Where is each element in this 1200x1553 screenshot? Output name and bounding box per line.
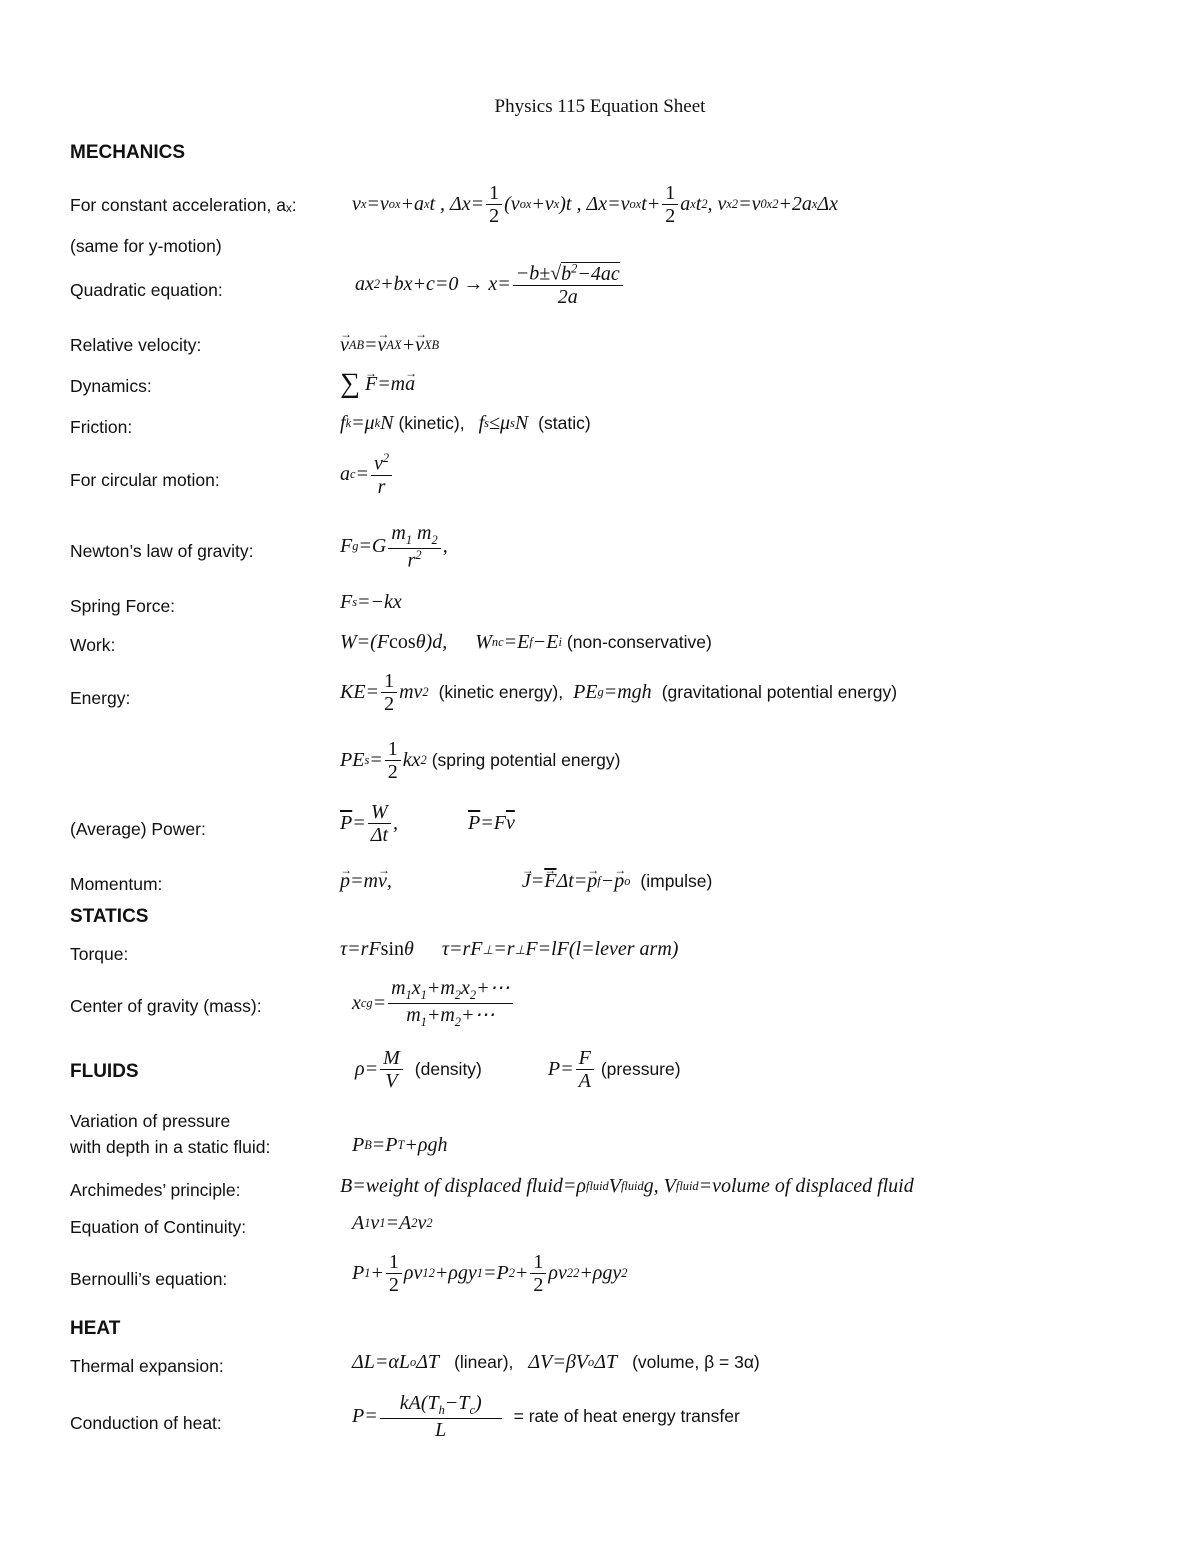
equation-bernoulli: P 1 + $\frac{1}{2}$ ρv 1 2 +ρgy 1 =P 2 + $\frac{1}{2}$ ρv 2 2 +ρgy 2 — [352, 1251, 628, 1296]
label-dynamics: Dynamics: — [70, 376, 152, 396]
note-gravitational-pe: (gravitational potential energy) — [661, 682, 898, 702]
label-spring: Spring Force: — [70, 596, 176, 616]
note-nonconservative: (non-conservative) — [566, 632, 712, 652]
note-heat-rate: = rate of heat energy transfer — [513, 1405, 740, 1426]
label-work: Work: — [70, 635, 116, 655]
section-heat: HEAT — [70, 1318, 121, 1339]
equation-kinematics: v x =v ox +a x t , Δx= $\frac{1}{2}$ (v ox +v x )t , Δx=v ox t+ $\frac{1}{2}$ a x t 2 , v x 2 =v 0x 2 +2a x Δx — [352, 182, 839, 227]
equation-center-of-gravity: x cg = $\frac{m_1x_1+m_2x_2+\cdots}{m_1+m_2+\cdots}$ — [352, 977, 515, 1029]
equation-archimedes: B=weight of displaced fluid=ρ fluid V fluid g, V fluid =volume of displaced fluid — [340, 1175, 914, 1197]
equation-torque: τ=rF sin θ τ=rF ⊥ =r ⊥ F=lF(l=lever arm) — [340, 938, 679, 960]
label-same-y: (same for y-motion) — [70, 236, 222, 256]
label-power: (Average) Power: — [70, 819, 206, 839]
section-mechanics: MECHANICS — [70, 142, 186, 163]
note-spring-pe: (spring potential energy) — [431, 750, 621, 770]
equation-density-pressure: ρ= $\frac{M}{V}$ (density) P= $\frac{F}{A}$ (pressure) — [355, 1047, 681, 1092]
label-friction: Friction: — [70, 417, 133, 437]
equation-energy: KE= $\frac{1}{2}$ mv 2 (kinetic energy), PE g =mgh (gravitational potential energy) — [340, 670, 898, 715]
note-impulse: (impulse) — [640, 871, 713, 891]
note-density: (density) — [414, 1059, 482, 1079]
label-continuity: Equation of Continuity: — [70, 1217, 247, 1237]
label-gravity: Newton’s law of gravity: — [70, 541, 254, 561]
section-statics: STATICS — [70, 906, 149, 927]
equation-gravity: F g =G $\frac{m_1 m_2}{r^2}$ , — [340, 522, 448, 572]
equation-continuity: A 1 v 1 =A 2 v 2 — [352, 1212, 433, 1234]
equation-spring-pe: PE s = $\frac{1}{2}$ kx 2 (spring potential energy) — [340, 738, 621, 783]
equation-conduction: P= $\frac{kA(T_h-T_c)}{L}$ = rate of heat energy transfer — [352, 1392, 740, 1441]
page-title: Physics 115 Equation Sheet — [494, 96, 706, 117]
label-energy: Energy: — [70, 688, 131, 708]
note-volume: (volume, β = 3α) — [632, 1352, 760, 1372]
label-quadratic: Quadratic equation: — [70, 280, 223, 300]
section-fluids: FLUIDS — [70, 1061, 139, 1082]
equation-circular: a c = $\frac{v^2}{r}$ — [340, 452, 394, 498]
label-archimedes: Archimedes’ principle: — [70, 1180, 241, 1200]
label-center-of-gravity: Center of gravity (mass): — [70, 996, 262, 1016]
label-relative-velocity: Relative velocity: — [70, 335, 202, 355]
equation-friction: f k =μ k N (kinetic), f s ≤μ s N (static) — [340, 412, 591, 434]
label-pressure-variation-2: with depth in a static fluid: — [70, 1137, 271, 1157]
note-static: (static) — [538, 413, 591, 433]
note-pressure: (pressure) — [600, 1059, 681, 1079]
label-momentum: Momentum: — [70, 874, 163, 894]
label-thermal-expansion: Thermal expansion: — [70, 1356, 224, 1376]
label-bernoulli: Bernoulli’s equation: — [70, 1269, 228, 1289]
label-conduction: Conduction of heat: — [70, 1413, 222, 1433]
equation-dynamics: ∑ → F =m → a — [340, 368, 415, 400]
equation-relative-velocity: → v AB = → v AX + → v XB — [340, 334, 439, 357]
equation-momentum: → p =m → v , → J = → $\overline{F}$ Δt= → p f − → p o (impulse) — [340, 870, 712, 893]
note-kinetic: (kinetic), — [398, 413, 465, 433]
label-pressure-variation-1: Variation of pressure — [70, 1111, 231, 1131]
label-constant-acceleration: For constant acceleration, aₓ: — [70, 195, 297, 215]
equation-quadratic: ax 2 +bx+c=0 → x= $\frac{-b\pm√b^2-4ac}{2a}$ — [355, 262, 625, 308]
equation-thermal-expansion: ΔL=αL o ΔT (linear), ΔV=βV o ΔT (volume, β = 3α) — [352, 1351, 760, 1373]
label-torque: Torque: — [70, 944, 129, 964]
equation-power: $\overline{P}$ = $\frac{W}{\Delta t}$ , $\overline{P}$ =F $\overline{v}$ — [340, 801, 515, 846]
equation-pressure-depth: P B =P T +ρgh — [352, 1134, 448, 1156]
equation-work: W=(F cos θ)d, W nc =E f −E i (non-conservative) — [340, 631, 712, 653]
note-kinetic-energy: (kinetic energy), — [438, 682, 564, 702]
note-linear: (linear), — [454, 1352, 514, 1372]
equation-spring: F s =−kx — [340, 591, 402, 613]
label-circular: For circular motion: — [70, 470, 220, 490]
